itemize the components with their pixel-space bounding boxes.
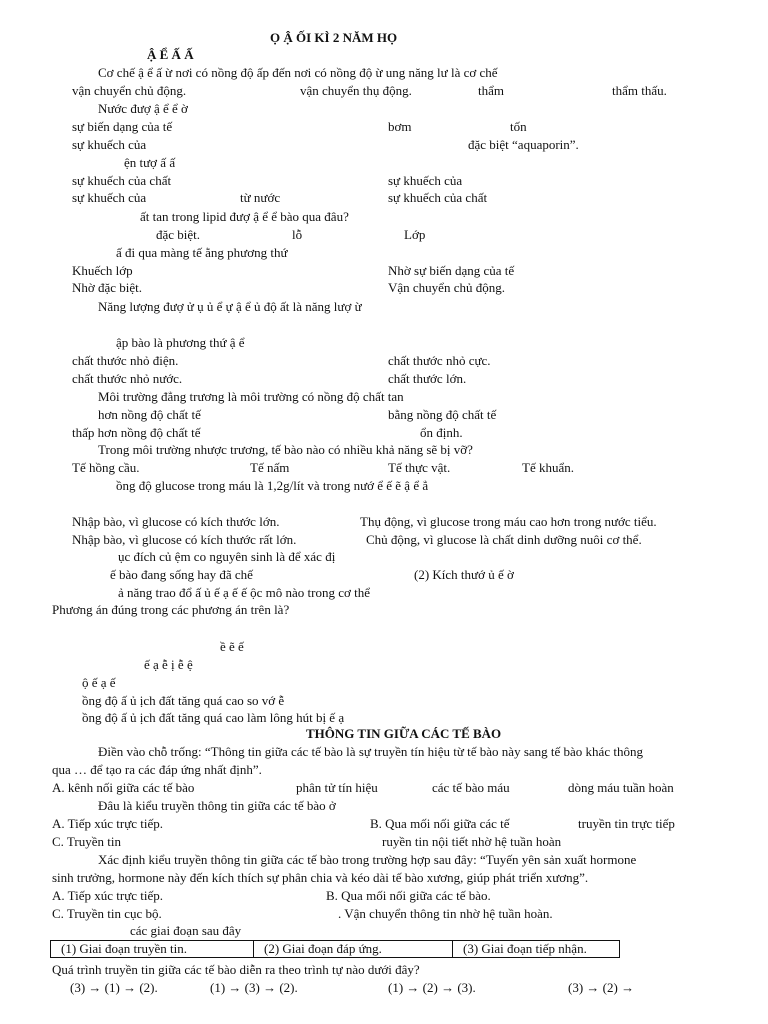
q11-statement-2: (2) Kích thướ ủ ế ờ (414, 567, 514, 582)
question-3-stem: ện tượ ấ ấ (124, 155, 176, 170)
q3-option-b: sự khuếch của (388, 173, 463, 188)
q12-option-c: ồng độ ấ ủ ịch đất tăng quá cao làm lông hút bị ế ạ (82, 710, 345, 725)
question-16-intro: các giai đoạn sau đây (130, 923, 242, 938)
q13-option-c: các tế bào máu (432, 780, 510, 795)
question-9-stem: Trong môi trường nhược trương, tế bào nào có nhiều khả năng sẽ bị vỡ? (98, 442, 473, 457)
q9-option-c: Tế thực vật. (388, 460, 451, 475)
q10-option-a: Nhập bào, vì glucose có kích thước lớn. (72, 514, 280, 529)
q5-option-d: Vận chuyển chủ động. (388, 280, 505, 295)
q3-option-c-cont: từ nước (240, 190, 281, 205)
q5-option-a: Khuếch lớp (72, 263, 133, 278)
q3-option-d: sự khuếch của chất (388, 190, 488, 205)
question-12-stem-cont: ế ạ ễ ị ễ ệ (144, 657, 193, 672)
question-14-stem: Đâu là kiểu truyền thông tin giữa các tế bào ở (98, 798, 336, 813)
q13-option-d: dòng máu tuần hoàn (568, 780, 674, 795)
q1-option-d: thẩm thấu. (612, 83, 667, 98)
q11-statement-1: ế bào đang sống hay đã chế (110, 567, 253, 582)
q2-option-a: sự biến dạng của tế (72, 119, 173, 134)
question-11-stem: ục đích củ ệm co nguyên sinh là để xác đị (118, 549, 336, 564)
q13-option-b: phân tử tín hiệu (296, 780, 378, 795)
q16-option-d: (3) → (2) → (568, 980, 635, 995)
question-13-stem: Điền vào chỗ trống: “Thông tin giữa các tế bào là sự truyền tín hiệu từ tế bào này sang tế bào khác thông (98, 744, 643, 759)
q5-option-c: Nhờ đặc biệt. (72, 280, 143, 295)
question-12-stem: ề ẽ ế (220, 639, 244, 654)
exam-title: Ọ Ậ ỐI KÌ 2 NĂM HỌ (270, 30, 398, 45)
q10-option-b: Thụ động, vì glucose trong máu cao hơn trong nước tiểu. (360, 514, 657, 529)
question-2-stem: Nước đượ ậ ể ể ờ (98, 101, 188, 116)
q8-option-a: hơn nồng độ chất tế (98, 407, 201, 422)
q13-option-a: A. kênh nối giữa các tế bào (52, 780, 195, 795)
question-6-stem: Năng lượng đượ ử ụ ủ ể ự ậ ể ủ độ ất là năng lượ ừ (98, 299, 362, 314)
q8-option-d: ổn định. (420, 425, 463, 440)
question-15-stem: Xác định kiểu truyền thông tin giữa các tế bào trong trường hợp sau đây: “Tuyến yên sản xuất hormone (98, 852, 637, 867)
stage-cell-1: (1) Giai đoạn truyền tin. (51, 941, 254, 957)
q3-option-a: sự khuếch của chất (72, 173, 172, 188)
q11-prompt: Phương án đúng trong các phương án trên là? (52, 602, 290, 617)
q14-option-b-cont: truyền tin trực tiếp (578, 816, 675, 831)
q7-option-d: chất thước lớn. (388, 371, 467, 386)
stage-cell-3: (3) Giai đoạn tiếp nhận. (463, 941, 587, 956)
q4-option-b: lỗ (292, 227, 303, 242)
question-7-stem: ập bào là phương thứ ậ ể (116, 335, 245, 350)
question-16-stem: Quá trình truyền tin giữa các tế bào diễn ra theo trình tự nào dưới đây? (52, 962, 420, 977)
q2-option-b-cont: tốn (510, 119, 527, 134)
q15-option-b: B. Qua mối nối giữa các tế bào. (326, 888, 491, 903)
q14-option-a: A. Tiếp xúc trực tiếp. (52, 816, 164, 831)
stage-cell-2: (2) Giai đoạn đáp ứng. (254, 941, 453, 957)
q2-option-c: sự khuếch của (72, 137, 147, 152)
q2-option-d: đặc biệt “aquaporin”. (468, 137, 579, 152)
q14-option-c: C. Truyền tin (52, 834, 121, 849)
q7-option-c: chất thước nhỏ nước. (72, 371, 183, 386)
q14-option-b: B. Qua mối nối giữa các tế (370, 816, 510, 831)
question-1-stem: Cơ chế ậ ể ấ ừ nơi có nồng độ ấp đến nơi có nồng độ ừ ung năng lư là cơ chế (98, 65, 498, 80)
question-5-stem: ấ đi qua màng tế ằng phương thứ (116, 245, 288, 260)
q4-option-a: đặc biệt. (156, 227, 201, 242)
stages-table (50, 940, 620, 958)
q12-option-b: ồng độ ấ ủ ịch đất tăng quá cao so vớ ễ (82, 693, 285, 708)
q7-option-a: chất thước nhỏ điện. (72, 353, 179, 368)
question-13-stem-cont: qua … để tạo ra các đáp ứng nhất định”. (52, 762, 262, 777)
question-4-stem: ất tan trong lipid đượ ậ ể ể bào qua đâu? (140, 209, 349, 224)
question-15-stem-cont: sinh trưởng, hormone này đến kích thích sự phân chia và kéo dài tế bào xương, giúp phát triển xương”. (52, 870, 589, 885)
q3-option-c: sự khuếch của (72, 190, 147, 205)
q1-option-a: vận chuyển chủ động. (72, 83, 187, 98)
q1-option-b: vận chuyển thụ động. (300, 83, 412, 98)
q5-option-b: Nhờ sự biến dạng của tế (388, 263, 515, 278)
q16-option-a: (3) → (1) → (2). (70, 980, 158, 995)
q9-option-d: Tế khuẩn. (522, 460, 574, 475)
exam-subtitle: Ậ Ể Ấ Ấ (147, 47, 194, 62)
q12-option-a: ộ ế ạ ế (82, 675, 116, 690)
q4-option-c: Lớp (404, 227, 426, 242)
q9-option-a: Tế hồng cầu. (72, 460, 140, 475)
q10-option-d: Chủ động, vì glucose là chất dinh dưỡng nuôi cơ thể. (366, 532, 642, 547)
question-8-stem: Môi trường đẳng trương là môi trường có nồng độ chất tan (98, 389, 404, 404)
q14-option-d: ruyền tin nội tiết nhờ hệ tuần hoàn (382, 834, 562, 849)
q15-option-a: A. Tiếp xúc trực tiếp. (52, 888, 164, 903)
q15-option-d: . Vận chuyển thông tin nhờ hệ tuần hoàn. (338, 906, 553, 921)
question-10-stem: ồng độ glucose trong máu là 1,2g/lít và trong nướ ể ế ẽ ậ ể ẳ (116, 478, 429, 493)
q8-option-c: thấp hơn nồng độ chất tế (72, 425, 201, 440)
q16-option-c: (1) → (2) → (3). (388, 980, 476, 995)
section-heading: THÔNG TIN GIỮA CÁC TẾ BÀO (306, 726, 502, 741)
q8-option-b: bằng nồng độ chất tế (388, 407, 497, 422)
q16-option-b: (1) → (3) → (2). (210, 980, 298, 995)
q15-option-c: C. Truyền tin cục bộ. (52, 906, 162, 921)
q10-option-c: Nhập bào, vì glucose có kích thước rất lớn. (72, 532, 297, 547)
q7-option-b: chất thước nhỏ cực. (388, 353, 491, 368)
q9-option-b: Tế nấm (250, 460, 290, 475)
q11-statement-3: ả năng trao đổ ấ ủ ế ạ ế ế ộc mô nào trong cơ thể (118, 585, 370, 600)
q2-option-b: bơm (388, 119, 412, 134)
q1-option-c: thẩm (478, 83, 504, 98)
